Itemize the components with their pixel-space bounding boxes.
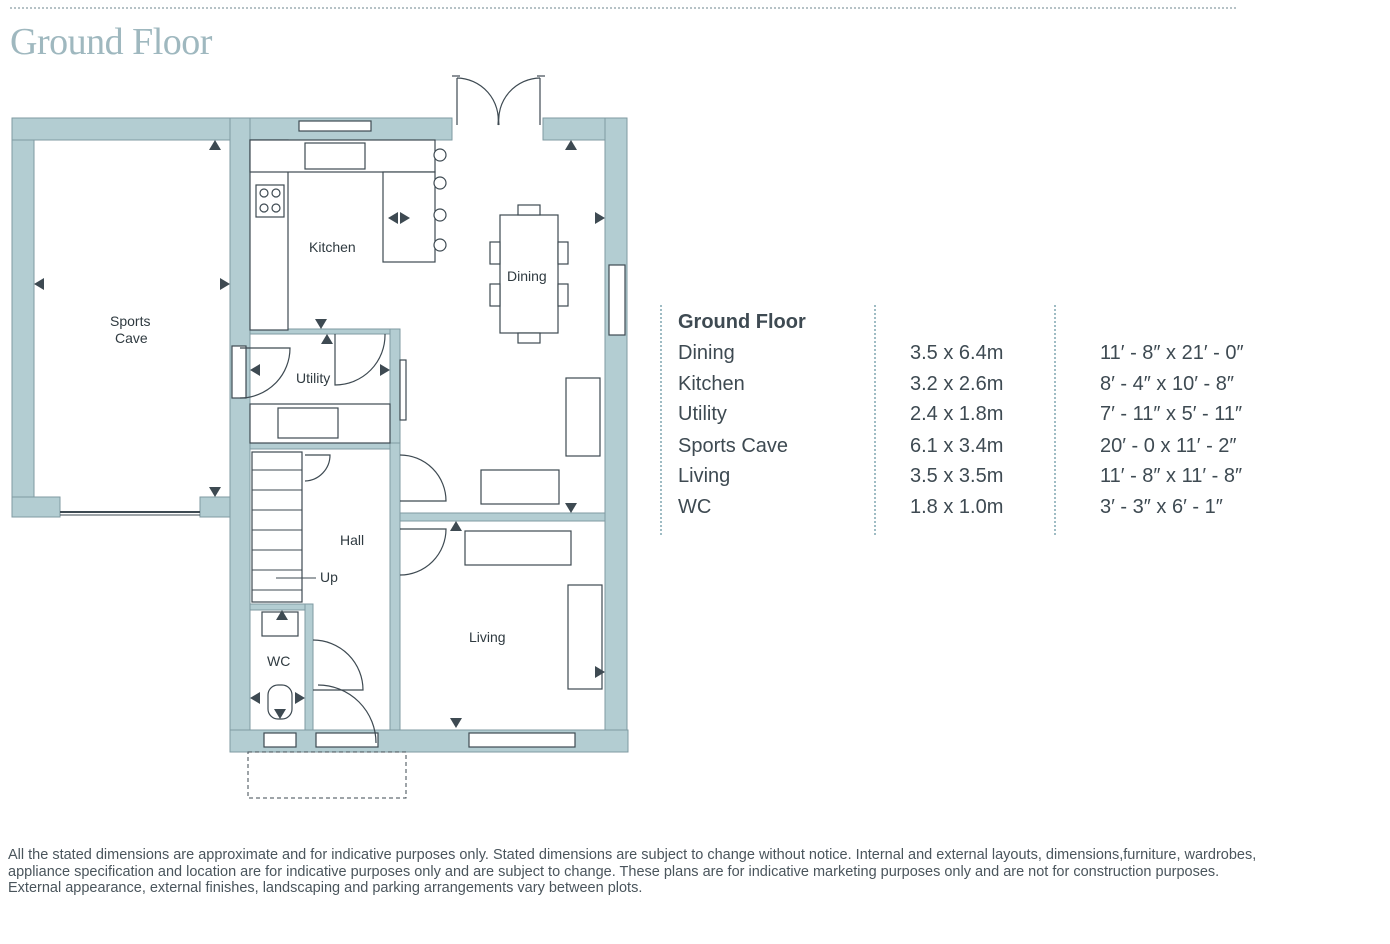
- table-row: [660, 496, 1260, 526]
- table-row: [660, 403, 1260, 433]
- dining-chair: [490, 242, 500, 264]
- table-row: [660, 342, 1260, 372]
- door-kitchen-utility: [335, 334, 385, 385]
- row-imperial: 3′ - 3″ x 6′ - 1″: [1100, 496, 1223, 518]
- row-imperial: 11′ - 8″ x 11′ - 8″: [1100, 465, 1243, 487]
- window-wc: [264, 733, 296, 747]
- door-hall-living: [400, 529, 446, 575]
- dining-chair: [518, 205, 540, 215]
- dining-chair: [490, 284, 500, 306]
- row-imperial: 8′ - 4″ x 10′ - 8″: [1100, 373, 1234, 395]
- dining-chair: [558, 284, 568, 306]
- page-title: Ground Floor: [10, 21, 212, 63]
- label-kitchen: Kitchen: [309, 239, 356, 255]
- dimensions-table: [660, 305, 1260, 535]
- door-frame-utility: [400, 360, 406, 420]
- sofa-top: [465, 531, 571, 565]
- door-wc: [313, 640, 363, 690]
- staircase: [252, 452, 302, 602]
- wall-garage-bottom-left: [12, 497, 60, 517]
- row-imperial: 11′ - 8″ x 21′ - 0″: [1100, 342, 1244, 364]
- hob-ring: [272, 189, 280, 197]
- sideboard-bottom: [481, 470, 559, 504]
- row-metric: 1.8 x 1.0m: [910, 496, 1004, 518]
- row-room: Living: [678, 465, 731, 487]
- wall-garage-left: [12, 118, 34, 517]
- row-room: WC: [678, 496, 712, 518]
- disclaimer-text: All the stated dimensions are approximate and for indicative purposes only. Stated dimensions are subject to change without notice. Internal and external layouts, dimensions,furniture, wardrobes, appliance specification and location are for indicative purposes only and are subject to change. These plans are for indicative marketing purposes only and are not for construction purposes. External appearance, external finishes, landscaping and parking arrangements vary between plots.: [8, 847, 1257, 896]
- window-kitchen: [299, 121, 371, 131]
- label-up: Up: [320, 569, 338, 585]
- row-metric: 3.5 x 6.4m: [910, 342, 1004, 364]
- table-row: [660, 435, 1260, 465]
- hob-ring: [272, 204, 280, 212]
- wall-wc-top: [250, 604, 310, 610]
- label-living: Living: [469, 629, 506, 645]
- label-sports-cave-1: Sports: [110, 313, 151, 329]
- utility-sink: [278, 408, 338, 438]
- hob-ring: [260, 204, 268, 212]
- label-wc: WC: [267, 653, 291, 669]
- row-metric: 3.2 x 2.6m: [910, 373, 1004, 395]
- french-doors: [452, 76, 545, 125]
- row-room: Dining: [678, 342, 735, 364]
- hob-ring: [260, 189, 268, 197]
- stool: [434, 149, 446, 161]
- row-room: Kitchen: [678, 373, 745, 395]
- wall-utility-right: [390, 329, 400, 443]
- door-hall-dining: [400, 455, 446, 501]
- wall-right: [605, 118, 627, 752]
- porch-outline: [248, 752, 406, 798]
- wall-dining-living: [400, 513, 605, 521]
- window-living: [469, 733, 575, 747]
- row-imperial: 7′ - 11″ x 5′ - 11″: [1100, 403, 1243, 425]
- sideboard: [566, 378, 600, 456]
- table-row: [660, 373, 1260, 403]
- door-under-stairs: [305, 455, 330, 481]
- label-sports-cave-2: Cave: [115, 330, 148, 346]
- label-utility: Utility: [296, 370, 331, 386]
- wall-wc-right: [305, 604, 313, 730]
- hob: [256, 185, 284, 217]
- window-dining: [609, 265, 625, 335]
- row-room: Utility: [678, 403, 727, 425]
- kitchen-sink: [305, 143, 365, 169]
- row-metric: 6.1 x 3.4m: [910, 435, 1004, 457]
- wall-hall-right: [390, 443, 400, 730]
- row-room: Sports Cave: [678, 435, 789, 457]
- label-hall: Hall: [340, 532, 365, 548]
- label-dining: Dining: [507, 268, 547, 284]
- stool: [434, 177, 446, 189]
- stool: [434, 209, 446, 221]
- wall-utility-hall: [250, 443, 400, 449]
- door-garage-utility: [232, 346, 246, 398]
- row-imperial: 20′ - 0 x 11′ - 2″: [1100, 435, 1237, 457]
- row-metric: 2.4 x 1.8m: [910, 403, 1004, 425]
- wall-garage-bottom-right: [200, 497, 230, 517]
- wall-garage-top: [12, 118, 250, 140]
- row-metric: 3.5 x 3.5m: [910, 465, 1004, 487]
- wall-garage-right: [230, 118, 250, 752]
- dining-chair: [518, 333, 540, 343]
- dining-chair: [558, 242, 568, 264]
- front-door: [316, 733, 378, 747]
- stool: [434, 239, 446, 251]
- table-heading: Ground Floor: [678, 311, 806, 333]
- table-row: [660, 465, 1260, 495]
